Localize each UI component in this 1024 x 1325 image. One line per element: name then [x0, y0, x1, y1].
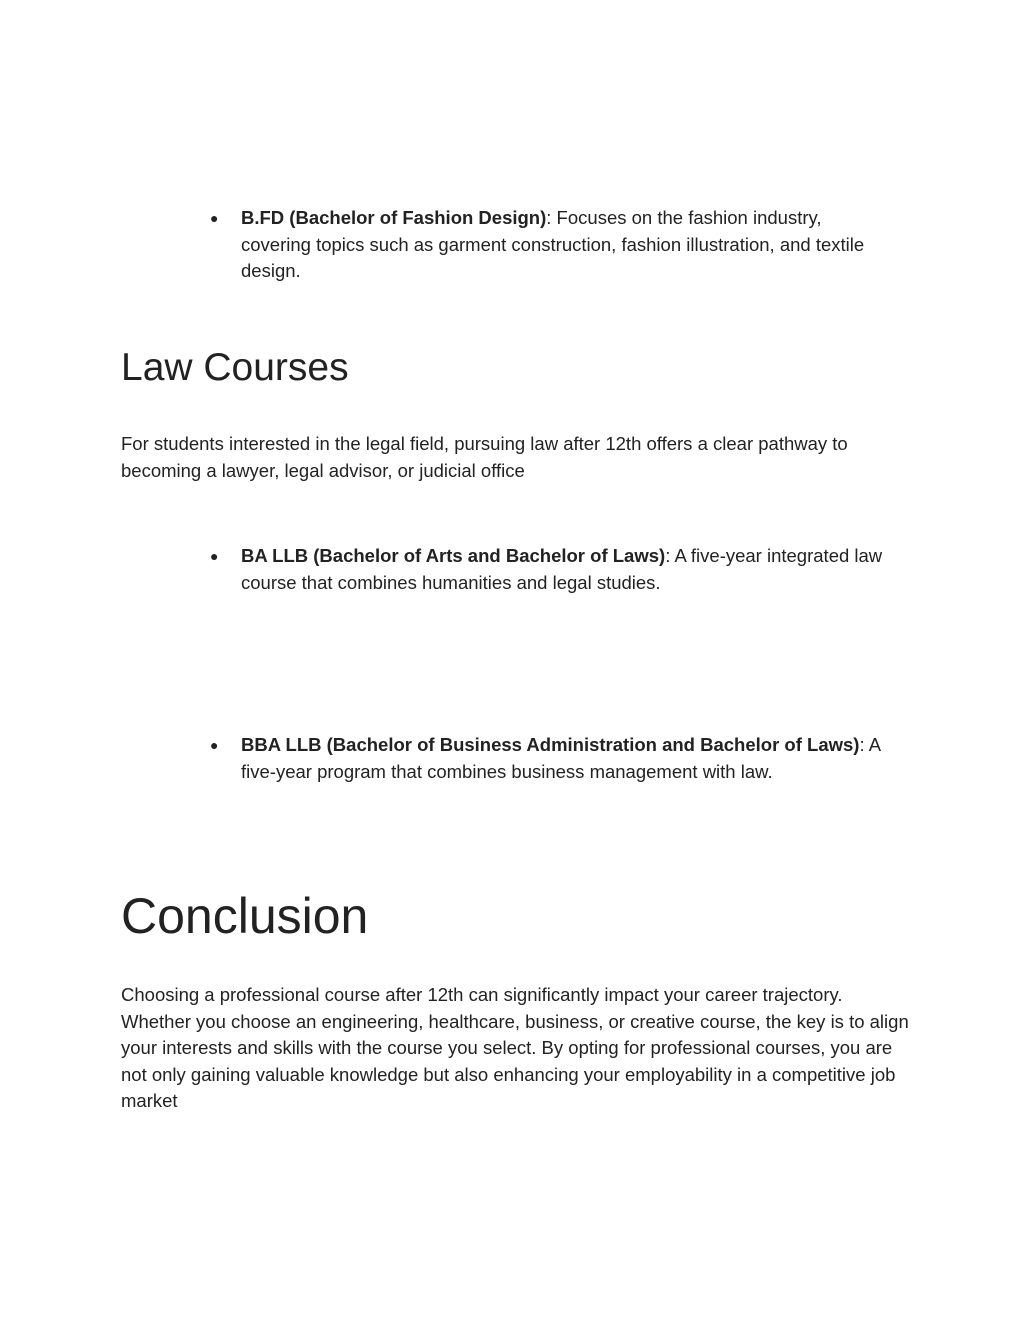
course-term: BA LLB (Bachelor of Arts and Bachelor of Laws)	[241, 545, 666, 566]
bullet-icon: ●	[210, 210, 219, 226]
bullet-icon: ●	[210, 548, 219, 564]
course-description: : Focuses on the fashion industry, covering topics such as garment construction, fashion illustration, and textile design.	[241, 207, 865, 281]
list-item-bba-llb	[210, 732, 890, 785]
course-term: BBA LLB (Bachelor of Business Administration and Bachelor of Laws)	[241, 734, 860, 755]
list-item-bfd	[210, 205, 890, 285]
law-courses-heading: Law Courses	[121, 346, 349, 389]
bullet-icon: ●	[210, 737, 219, 753]
course-description: : A five-year program that combines business management with law.	[241, 734, 881, 782]
course-description: : A five-year integrated law course that combines humanities and legal studies.	[241, 545, 883, 593]
course-term: B.FD (Bachelor of Fashion Design)	[241, 207, 547, 228]
law-intro-paragraph: For students interested in the legal field, pursuing law after 12th offers a clear pathway to becoming a lawyer, legal advisor, or judicial office	[121, 433, 848, 481]
list-item-text	[241, 732, 890, 785]
list-item-text	[241, 543, 890, 596]
list-item-ba-llb	[210, 543, 890, 596]
conclusion-heading: Conclusion	[121, 888, 369, 944]
list-item-text	[241, 205, 890, 285]
conclusion-paragraph: Choosing a professional course after 12th can significantly impact your career trajectory. Whether you choose an engineering, healthcare, business, or creative course, the key is to align your interests and skills with the course you select. By opting for professional courses, you are not only gaining valuable knowledge but also enhancing your employability in a competitive job market	[121, 984, 909, 1111]
